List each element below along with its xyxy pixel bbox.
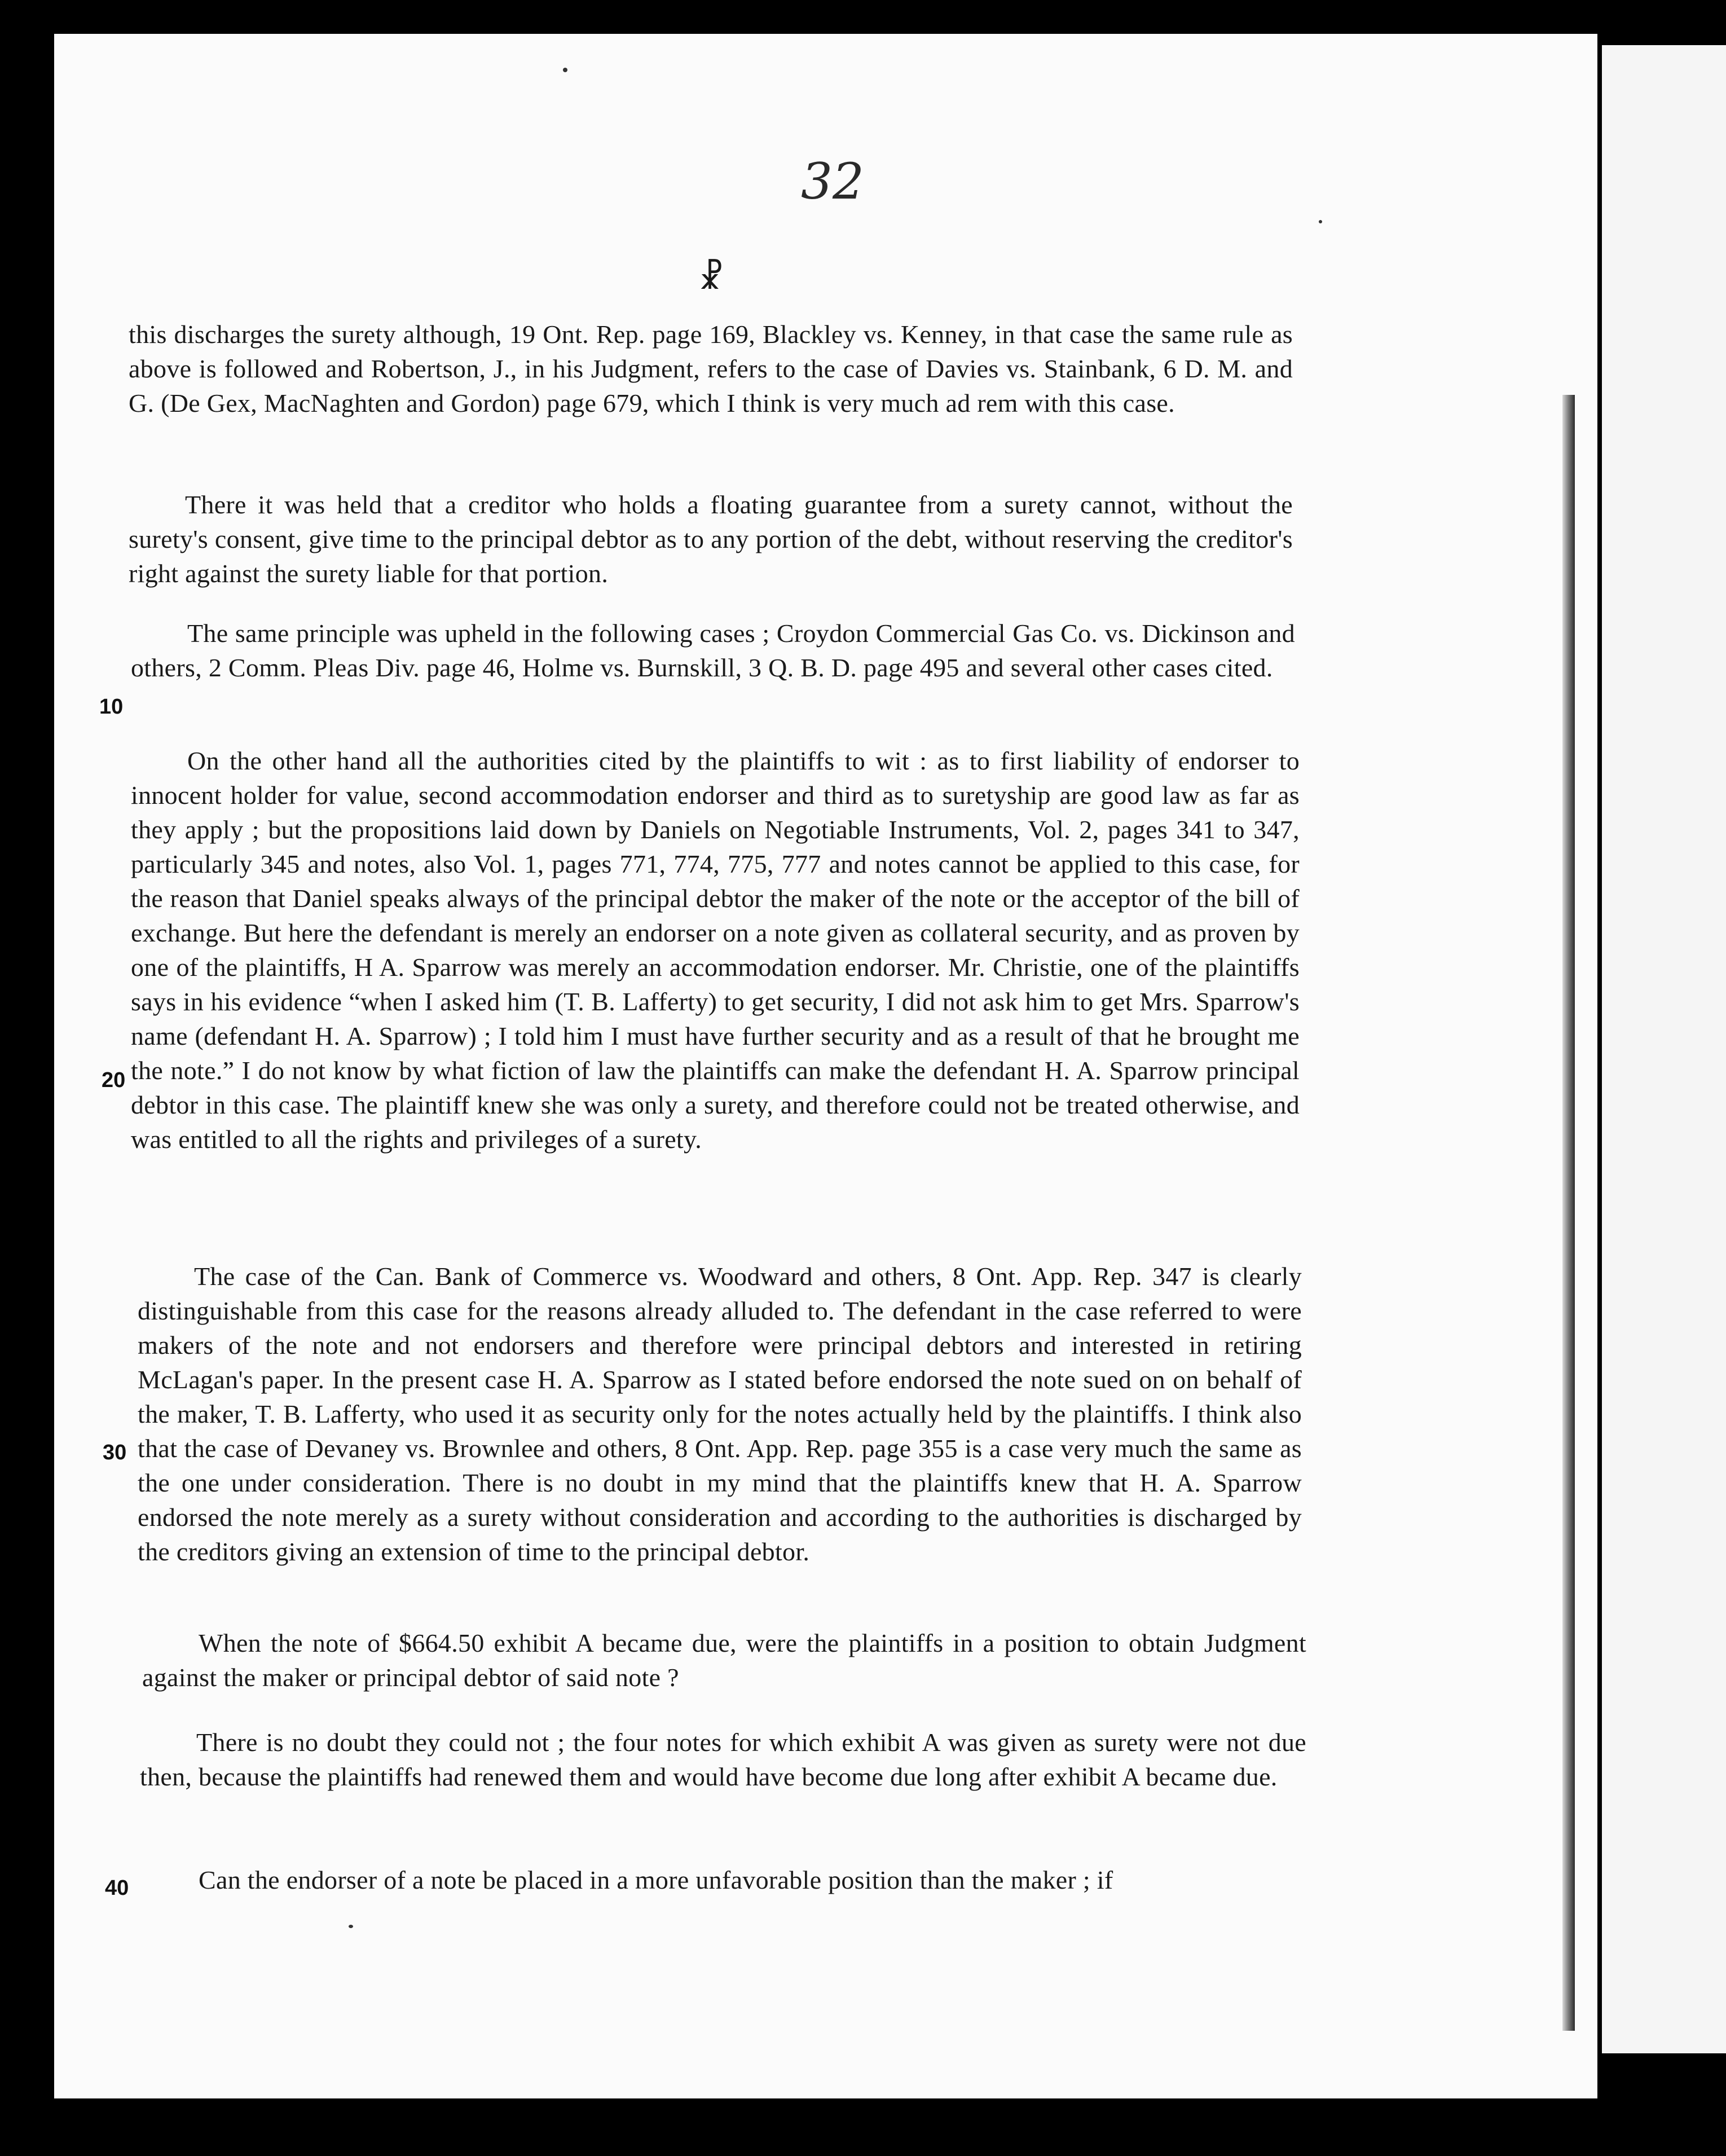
paragraph-8: Can the endorser of a note be placed in a more unfavorable position than the maker ; if — [199, 1865, 1113, 1894]
printer-mark: ☧ — [698, 258, 724, 297]
paragraph-2: There it was held that a creditor who holds a floating guarantee from a surety cannot, without the surety's consent, give time to the principal debtor as to any portion of the debt, without reserving the creditor's right against the surety liable for that portion. — [129, 490, 1293, 588]
dust-speck — [349, 1925, 353, 1928]
paragraph-6: When the note of $664.50 exhibit A became due, were the plaintiffs in a position to obtain Judgment against the maker or principal debtor of said note ? — [142, 1629, 1306, 1692]
paragraph-5: The case of the Can. Bank of Commerce vs. Woodward and others, 8 Ont. App. Rep. 347 is clearly distinguishable from this case for the reasons already alluded to. The defendant in the case referred to were makers of the note and not endorsers and therefore were principal debtors and interested in retiring McLagan's paper. In the present case H. A. Sparrow as I stated before endorsed the note sued on on behalf of the maker, T. B. Lafferty, who used it as security only for the notes actually held by the plaintiffs. I think also that the case of Devaney vs. Brownlee and others, 8 Ont. App. Rep. page 355 is a case very much the same as the one under consideration. There is no doubt in my mind that the plaintiffs knew that H. A. Sparrow endorsed the note merely as a surety without consideration and according to the authorities is discharged by the creditors giving an extension of time to the principal debtor. — [138, 1262, 1302, 1566]
page-number: 32 — [801, 152, 864, 210]
dust-speck — [1319, 220, 1322, 223]
paragraph-7: There is no doubt they could not ; the four notes for which exhibit A was given as surety were not due then, because the plaintiffs had renewed them and would have become due long after exhibit A became due. — [140, 1728, 1306, 1791]
line-number-30: 30 — [103, 1441, 127, 1464]
line-number-40: 40 — [105, 1876, 129, 1900]
line-number-20: 20 — [102, 1068, 126, 1092]
paragraph-3: The same principle was upheld in the following cases ; Croydon Commercial Gas Co. vs. Dickinson and others, 2 Comm. Pleas Div. page 46, Holme vs. Burnskill, 3 Q. B. D. page 495 and several other cases cited. — [131, 619, 1295, 682]
line-number-10: 10 — [99, 695, 124, 719]
paragraph-4: On the other hand all the authorities cited by the plaintiffs to wit : as to first liability of endorser to innocent holder for value, second accommodation endorser and third as to suretyship are good law as far as they apply ; but the propositions laid down by Daniels on Negotiable Instruments, Vol. 2, pages 341 to 347, particularly 345 and notes, also Vol. 1, pages 771, 774, 775, 777 and notes cannot be applied to this case, for the reason that Daniel speaks always of the principal debtor the maker of the note or the acceptor of the bill of exchange. But here the defendant is merely an endorser on a note given as collateral security, and as proven by one of the plaintiffs, H A. Sparrow was merely an accommodation endorser. Mr. Christie, one of the plaintiffs says in his evidence “when I asked him (T. B. Lafferty) to get security, I did not ask him to get Mrs. Sparrow's name (defendant H. A. Sparrow) ; I told him I must have further security and as a result of that he brought me the note.” I do not know by what fiction of law the plaintiffs can make the defendant H. A. Sparrow principal debtor in this case. The plaintiff knew she was only a surety, and therefore could not be treated otherwise, and was entitled to all the rights and privileges of a surety. — [131, 746, 1300, 1154]
dust-speck — [563, 68, 567, 72]
page-binding-shadow — [1562, 395, 1575, 2031]
paragraph-1: this discharges the surety although, 19 Ont. Rep. page 169, Blackley vs. Kenney, in that case the same rule as above is followed and Robertson, J., in his Judgment, refers to the case of Davies vs. Stainbank, 6 D. M. and G. (De Gex, MacNaghten and Gordon) page 679, which I think is very much ad rem with this case. — [129, 320, 1293, 417]
facing-page-edge — [1602, 45, 1726, 2053]
